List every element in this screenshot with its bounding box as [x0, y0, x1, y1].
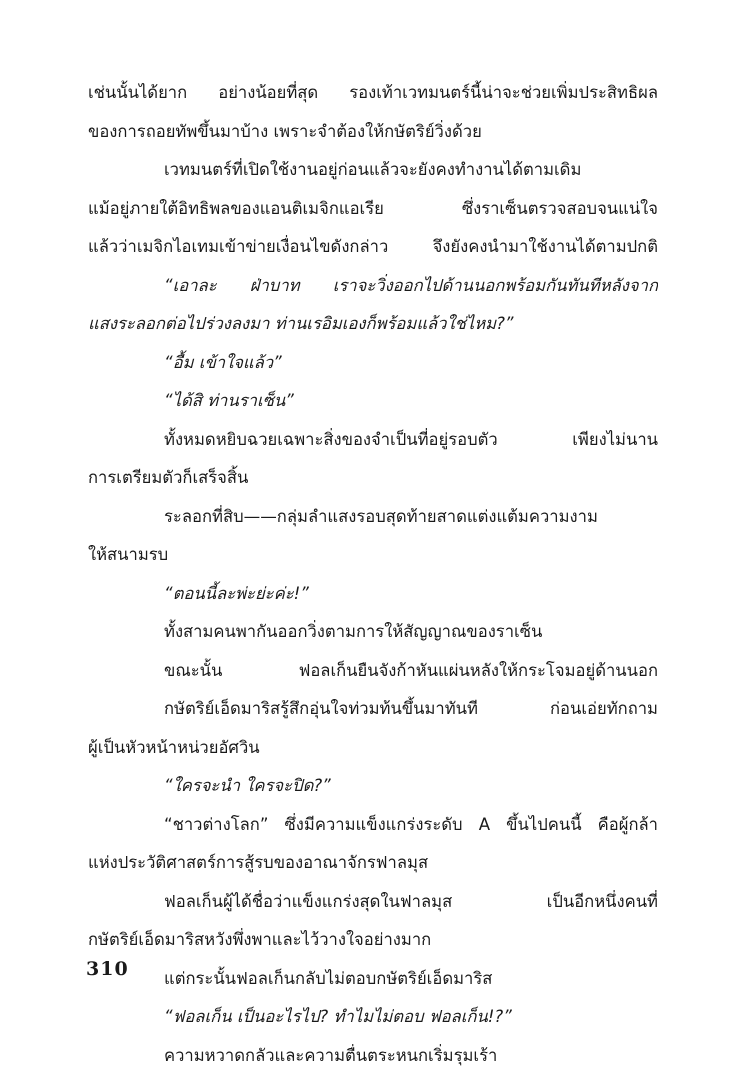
text-line: ระลอกที่สิบ——กลุ่มลำแสงรอบสุดท้ายสาดแต่งแต้มความงาม [88, 498, 658, 537]
text-line: ทั้งหมดหยิบฉวยเฉพาะสิ่งของจำเป็นที่อยู่รอบตัว เพียงไม่นาน [88, 421, 658, 460]
text-line: กษัตริย์เอ็ดมาริสรู้สึกอุ่นใจท่วมท้นขึ้นมาทันที ก่อนเอ่ยทักถาม [88, 690, 658, 729]
dialogue-line: “ได้สิ ท่านราเซ็น” [88, 382, 658, 421]
text-line: ความหวาดกลัวและความตื่นตระหนกเริ่มรุมเร้า [88, 1037, 658, 1075]
text-line: แล้วว่าเมจิกไอเทมเข้าข่ายเงื่อนไขดังกล่าว จึงยังคงนำมาใช้งานได้ตามปกติ [88, 228, 658, 267]
text-line: ให้สนามรบ [88, 536, 658, 575]
text-line: ของการถอยทัพขึ้นมาบ้าง เพราะจำต้องให้กษัตริย์วิ่งด้วย [88, 113, 658, 152]
page-number: 310 [86, 958, 129, 980]
text-line: ผู้เป็นหัวหน้าหน่วยอัศวิน [88, 729, 658, 768]
text-line: ขณะนั้น ฟอลเก็นยืนจังก้าหันแผ่นหลังให้กระโจมอยู่ด้านนอก [88, 652, 658, 691]
text-line: แม้อยู่ภายใต้อิทธิพลของแอนติเมจิกแอเรีย ซึ่งราเซ็นตรวจสอบจนแน่ใจ [88, 190, 658, 229]
dialogue-line: “เอาละ ฝ่าบาท เราจะวิ่งออกไปด้านนอกพร้อมกันทันทีหลังจาก [88, 267, 658, 306]
text-line: ฟอลเก็นผู้ได้ชื่อว่าแข็งแกร่งสุดในฟาลมุส เป็นอีกหนึ่งคนที่ [88, 883, 658, 922]
text-line: เช่นนั้นได้ยาก อย่างน้อยที่สุด รองเท้าเวทมนตร์นี้น่าจะช่วยเพิ่มประสิทธิผล [88, 74, 658, 113]
dialogue-line: “ตอนนี้ละพ่ะย่ะค่ะ!” [88, 575, 658, 614]
dialogue-line: “ใครจะนำ ใครจะปิด?” [88, 767, 658, 806]
dialogue-line: “ฟอลเก็น เป็นอะไรไป? ทำไมไม่ตอบ ฟอลเก็น!?” [88, 998, 658, 1037]
text-line: การเตรียมตัวก็เสร็จสิ้น [88, 459, 658, 498]
dialogue-line: แสงระลอกต่อไปร่วงลงมา ท่านเรอิมเองก็พร้อมแล้วใช่ไหม?” [88, 305, 658, 344]
text-line: กษัตริย์เอ็ดมาริสหวังพึ่งพาและไว้วางใจอย่างมาก [88, 921, 658, 960]
text-line: แห่งประวัติศาสตร์การสู้รบของอาณาจักรฟาลมุส [88, 844, 658, 883]
text-line: “ชาวต่างโลก” ซึ่งมีความแข็งแกร่งระดับ A ขึ้นไปคนนี้ คือผู้กล้า [88, 806, 658, 845]
dialogue-line: “อื้ม เข้าใจแล้ว” [88, 344, 658, 383]
text-line: ทั้งสามคนพากันออกวิ่งตามการให้สัญญาณของราเซ็น [88, 613, 658, 652]
text-line: แต่กระนั้นฟอลเก็นกลับไม่ตอบกษัตริย์เอ็ดมาริส [88, 960, 658, 999]
text-line: เวทมนตร์ที่เปิดใช้งานอยู่ก่อนแล้วจะยังคงทำงานได้ตามเดิม [88, 151, 658, 190]
page-body [88, 74, 658, 1075]
